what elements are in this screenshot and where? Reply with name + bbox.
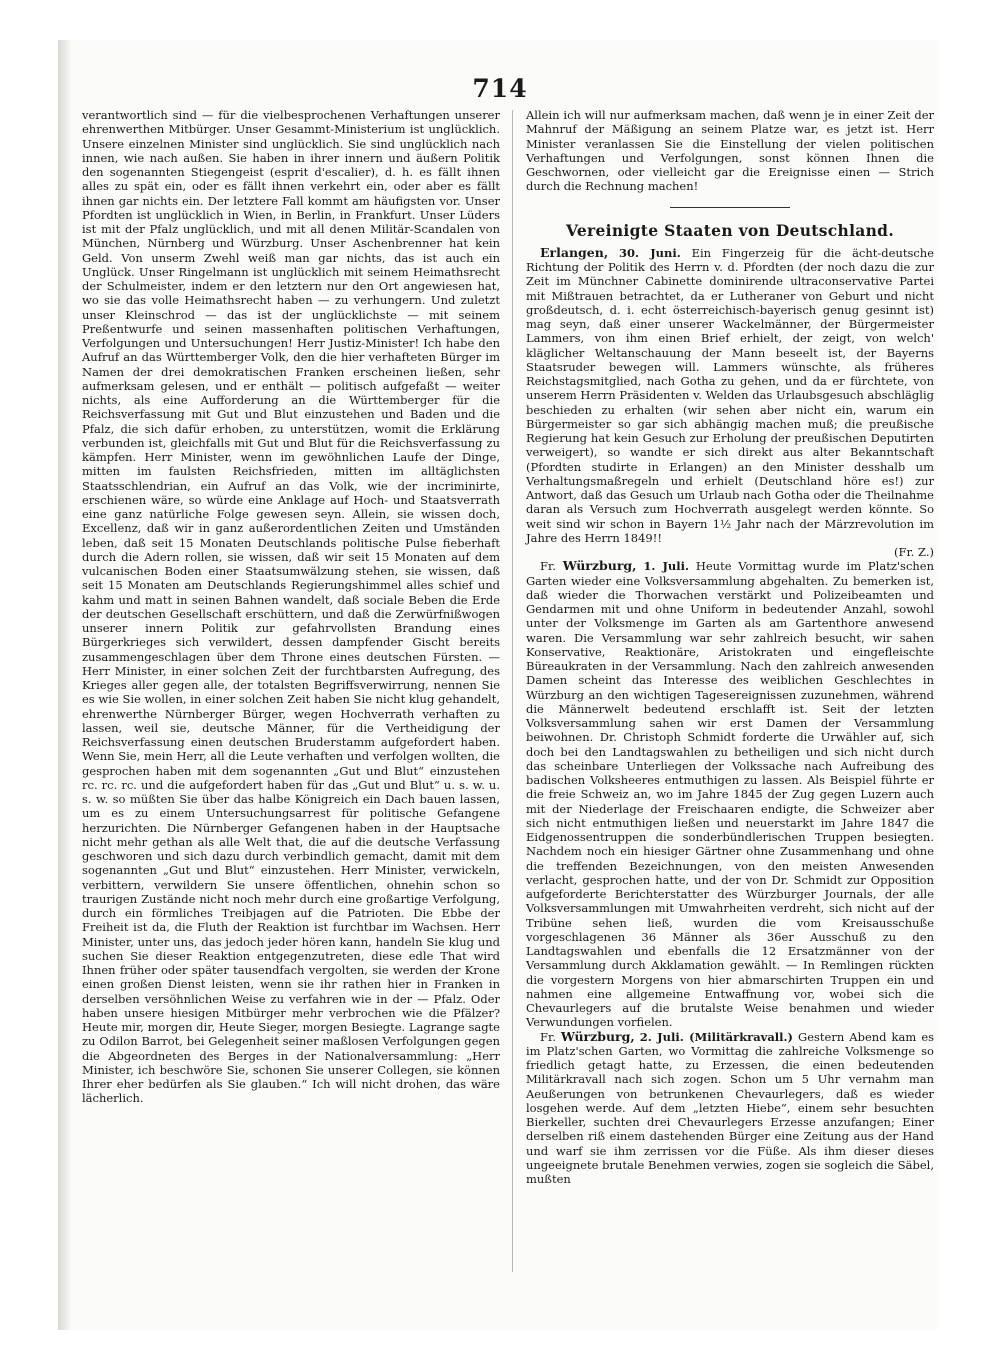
article-erlangen: [526, 246, 934, 545]
article-date: 30. Juni.: [619, 245, 681, 260]
article-wuerzburg-1: [526, 559, 934, 1029]
right-column: [526, 108, 934, 1186]
left-column-paragraph: verantwortlich sind — für die vielbesprochenen Verhaftungen unserer ehrenwerthen Mitbürger. Unser Gesammt-Ministerium ist unglücklich. Unsere einzelnen Minister sind unglücklich. Sie sind unglücklich nach innen, wie nach außen. Sie haben in ihrer innern und äußern Politik den sogenannten Stiegengeist (esprit d'escalier), d. h. es fällt ihnen alles zu spät ein, oder es fällt ihnen verkehrt ein, oder aber es fällt ihnen gar nichts ein. Der letztere Fall kommt am häufigsten vor. Unser Pfordten ist unglücklich in Wien, in Berlin, in Frankfurt. Unser Lüders ist mit der Pfalz unglücklich, und mit all denen Militär-Scandalen von München, Nürnberg und Würzburg. Unser Aschenbrenner hat kein Geld. Von unserm Zwehl weiß man gar nichts, das ist auch ein Unglück. Unser Ringelmann ist unglücklich mit seinem Heimathsrecht der Schulmeister, indem er den letztern nur den Ort angewiesen hat, wo sie das volle Heimathsrecht haben — zu verhungern. Und zuletzt unser Kleinschrod — das ist der unglücklichste — mit seinem Preßentwurfe und seinen massenhaften politischen Verhaftungen, Verfolgungen und Untersuchungen! Herr Justiz-Minister! Ich habe den Aufruf an das Württemberger Volk, den die hier verhafteten Bürger im Namen der drei demokratischen Franken erscheinen ließen, sehr aufmerksam gelesen, und er enthält — politisch aufgefaßt — weiter nichts, als eine Aufforderung an die Württemberger für die Reichsverfassung mit Gut und Blut einzustehen und Baden und die Pfalz, die sich dafür erhoben, zu unterstützen, womit die Erklärung verbunden ist, gleichfalls mit Gut und Blut für die Reichsverfassung zu kämpfen. Herr Minister, wenn im gewöhnlichen Laufe der Dinge, mitten im faulsten Reichsfrieden, mitten im alltäglichsten Staatsschlendrian, ein Aufruf an das Volk, wie der incriminirte, erschienen wäre, so würde eine Anklage auf Hoch- und Staatsverrath eine ganz natürliche Folge gewesen seyn. Allein, sie wissen doch, Excellenz, daß wir in ganz außerordentlichen Zeiten und Umständen leben, daß seit 15 Monaten Deutschlands politische Pulse fieberhaft durch die Adern rollen, sie wissen, daß wir seit 15 Monaten auf dem vulcanischen Boden einer Staatsumwälzung stehen, sie wissen, daß seit 15 Monaten am Deutschlands Regierungshimmel alles schief und kahm und matt in seinen Bahnen wandelt, daß sociale Beben die Erde der deutschen Gesellschaft erschüttern, und daß die Zerwürfnißwogen unserer innern Politik zur gefahrvollsten Brandung eines Bürgerkrieges sich verwildert, dessen dampfender Gischt bereits zusammengeschlagen über dem Throne eines deutschen Fürsten. — Herr Minister, in einer solchen Zeit der furchtbarsten Aufregung, des Krieges aller gegen alle, der totalsten Begriffsverwirrung, nennen Sie es wie Sie wollen, in einer solchen Zeit haben Sie nicht klug gehandelt, ehrenwerthe Nürnberger Bürger, wegen Hochverrath verhaften zu lassen, weil sie, deutsche Männer, für die Vertheidigung der Reichsverfassung einen deutschen Bruderstamm aufgefordert haben. Wenn Sie, mein Herr, all die Leute verhaften und verfolgen wollten, die gesprochen haben mit dem sogenannten „Gut und Blut“ einzustehen rc. rc. rc. und die aufgefordert haben für das „Gut und Blut“ u. s. w. u. s. w. so müßten Sie über das halbe Königreich ein Dach bauen lassen, um es zu einem Untersuchungsarrest für politische Gefangene herzurichten. Die Nürnberger Gefangenen haben in der Hauptsache nicht mehr gethan als alle Welt that, die auf die deutsche Verfassung geschworen und sich dazu durch verbindlich gemacht, damit mit dem sogenannten „Gut und Blut“ einzustehen. Herr Minister, verwickeln, verbittern, verwildern Sie unsere öffentlichen, ohnehin schon so traurigen Zustände nicht noch mehr durch eine großartige Verfolgung, durch ein förmliches Treibjagen auf die Patrioten. Die Ebbe der Freiheit ist da, die Fluth der Reaktion ist furchtbar im Wachsen. Herr Minister, unter uns, das jedoch jeder hören kann, handeln Sie klug und suchen Sie dieser Reaktion entgegenzutreten, diese edle That wird Ihnen früher oder später tausendfach vergolten, sie werden der Krone einen großen Dienst leisten, wenn sie ihr rathen hier in Franken in derselben versöhnlichen Weise zu verfahren wie in der — Pfalz. Oder haben unsere hiesigen Mitbürger mehr verbrochen wie die Pfälzer? Heute mir, morgen dir, Heute Sieger, morgen Besiegte. Lagrange sagte zu Odilon Barrot, bei Gelegenheit seiner maßlosen Verfolgungen gegen die Abgeordneten des Berges in der Nationalversammlung: „Herr Minister, ich beschwöre Sie, schonen Sie unserer Collegen, sie können Ihrer eher bedürfen als Sie glauben.“ Ich will nicht drohen, das wäre lächerlich.: [82, 108, 500, 1106]
article-signature: (Fr. Z.): [894, 545, 934, 559]
left-column: [82, 108, 500, 1106]
section-heading: Vereinigte Staaten von Deutschland.: [565, 220, 895, 240]
article-place: Würzburg,: [562, 558, 637, 574]
article-date: 1. Juli.: [643, 559, 690, 574]
article-prefix: Fr.: [540, 559, 556, 574]
article-wuerzburg-2: [526, 1030, 934, 1187]
scan-shadow-edge: [58, 40, 72, 1330]
article-date: 2. Juli. (Militärkravall.): [639, 1029, 793, 1044]
article-text: Heute Vormittag wurde im Platz'schen Garten wieder eine Volksversammlung abgehalten. Zu bemerken ist, daß wieder die Thorwachen verstärkt und Polizeibeamten und Gendarmen mit und ohne Uniform in bedeutender Anzahl, sowohl unter der Volksmenge im Garten als am Gartenthore anwesend waren. Die Versammlung war sehr zahlreich besucht, wir sahen Konservative, Reaktionäre, Aristokraten und eingefleischte Büreaukraten in der Versammlung. Nach den zahlreich anwesenden Damen scheint das Interesse des weiblichen Geschlechtes in Würzburg an den wichtigen Tagesereignissen zuzunehmen, während die Männerwelt bedeutend erschlafft ist. Seit der letzten Volksversammlung sahen wir erst Damen der Versammlung beiwohnen. Dr. Christoph Schmidt forderte die Urwähler auf, sich doch bei den Landtagswahlen zu betheiligen und sich nicht durch das scheinbare Unterliegen der Volkssache nach Aufreibung des badischen Volksheeres entmuthigen zu lassen. Als Beispiel führte er die freie Schweiz an, wo im Jahre 1845 der Zug gegen Luzern auch mit der Niederlage der Freischaaren endigte, die Schweizer aber sich nicht entmuthigen ließen und neuerstarkt im Jahre 1847 die Eidgenossentruppen die sonderbündlerischen Truppen besiegten. Nachdem noch ein hiesiger Gärtner ohne Zusammenhang und ohne die treffenden Bezeichnungen, von den meisten Anwesenden verlacht, gesprochen hatte, und der von Dr. Schmidt zur Opposition aufgeforderte Berichterstatter des Würzburger Journals, der alle Volksversammlungen mit Umwahrheiten verdreht, sich nicht auf der Tribüne sehen ließ, wurden die vom Kreisausschuße vorgeschlagenen 36 Männer als 36er Ausschuß zu den Landtagswahlen und ebenfalls die 12 Ersatzmänner von der Versammlung durch Akklamation gewählt. — In Remlingen rückten die vorgestern Morgens von hier abmarschirten Truppen ein und nahmen eine allgemeine Entwaffnung vor, wobei sich die Chevaurlegers auf die brutalste Weise benahmen und wieder Verwundungen vorfielen.: [526, 559, 935, 1030]
page-number: 714: [472, 74, 528, 103]
article-text: Gestern Abend kam es im Platz'schen Garten, wo Vormittag die zahlreiche Volksmenge so friedlich getagt hatte, zu Erzessen, die einen bedeutenden Militärkravall nach sich zogen. Schon um 5 Uhr vernahm man Aeußerungen von betrunkenen Chevaurlegers, daß es wieder losgehen werde. Auf dem „letzten Hiebe“, einem sehr besuchten Bierkeller, suchten drei Chevaurlegers Erzesse anzufangen; Einer derselben riß einem dastehenden Bürger eine Zeitung aus der Hand und warf sie ihm zerrissen vor die Füße. Als ihm dieser dieses ungeeignete brutale Benehmen verwies, zogen sie sogleich die Säbel, mußten: [526, 1029, 935, 1186]
section-rule: [670, 207, 790, 208]
article-place: Würzburg,: [560, 1028, 635, 1044]
column-divider: [512, 110, 513, 1272]
intro-paragraph: Allein ich will nur aufmerksam machen, daß wenn je in einer Zeit der Mahnruf der Mäßigung an seinem Platze war, es jetzt ist. Herr Minister veranlassen Sie die Einstellung der vielen politischen Verhaftungen und Verfolgungen, sonst können Ihnen die Geschwornen, oder vielleicht gar die Ereignisse einen — Strich durch die Rechnung machen!: [526, 108, 934, 194]
article-place: Erlangen,: [540, 244, 609, 260]
article-prefix: Fr.: [540, 1029, 556, 1044]
article-text: Ein Fingerzeig für die ächt-deutsche Richtung der Politik des Herrn v. d. Pfordten (der noch dazu die zur Zeit im Münchner Cabinette dominirende ultraconservative Partei mit Mißtrauen betrachtet, da er Lutheraner von Geburt und nicht großdeutsch, d. i. echt österreichisch-bayerisch genug gesinnt ist) mag seyn, daß einer unserer Wackelmänner, der Bürgermeister Lammers, von ihm einen Brief erhielt, der zeigt, von welch' kläglicher Weltanschauung der Mann beseelt ist, der Bayerns Staatsruder bewegen will. Lammers wünschte, als früheres Reichstagsmitglied, nach Gotha zu gehen, und da er fürchtete, von unserem Herrn Präsidenten v. Welden das Urlaubsgesuch abschläglig beschieden zu erhalten (wir sehen aber nicht ein, warum ein Bürgermeister so gar sich abhängig machen muß; die preußische Regierung hat kein Gesuch zur Erholung der preußischen Deputirten verweigert), so wandte er sich direkt aus alter Bekanntschaft (Pfordten studirte in Erlangen) an den Minister desshalb um Verhaltungsmaßregeln und erhielt (Deutschland höre es!) zur Antwort, daß das Gesuch um Urlaub nach Gotha oder die Theilnahme daran als Versuch zum Hochverrath ausgelegt werden könnte. So weit sind wir schon in Bayern 1½ Jahr nach der Märzrevolution im Jahre des Herrn 1849!!: [526, 245, 935, 545]
